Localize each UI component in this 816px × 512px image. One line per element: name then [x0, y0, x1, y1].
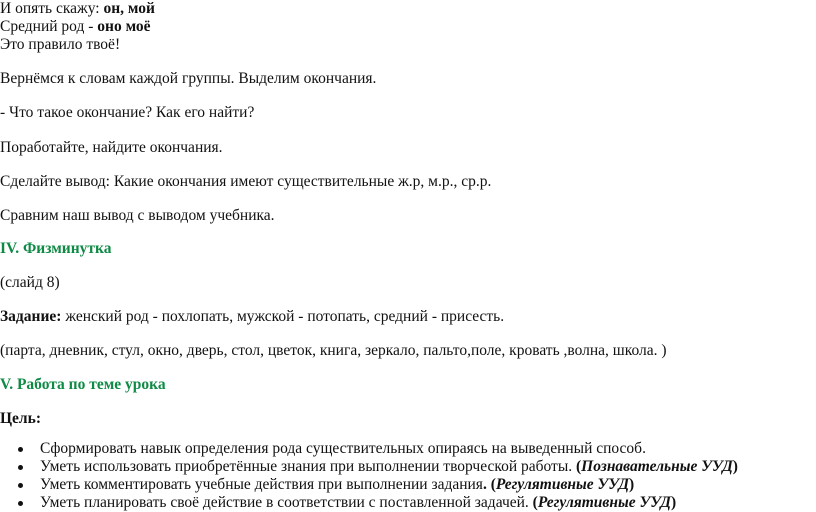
word-list: (парта, дневник, стул, окно, дверь, стол, цветок, книга, зеркало, пальто,поле, кровать ,волна, школа. ) [0, 342, 667, 359]
bullet-icon [18, 465, 23, 470]
task-label: Задание: [0, 308, 62, 325]
goal-tag-open: . ( [482, 476, 496, 493]
goal-item [0, 458, 738, 476]
task-text: женский род - похлопать, мужской - потопать, средний - присесть. [61, 308, 505, 325]
goal-tag-close: ) [629, 476, 635, 493]
paragraph-conclusion: Сделайте вывод: Какие окончания имеют существительные ж.р, м.р., ср.р. [0, 173, 492, 190]
paragraph-regroup: Вернёмся к словам каждой группы. Выделим окончания. [0, 70, 377, 87]
paragraph-question: - Что такое окончание? Как его найти? [0, 104, 255, 121]
task-line [0, 308, 504, 326]
poem-line-1-bold: он, мой [103, 0, 155, 17]
section-4-heading: IV. Физминутка [0, 240, 112, 257]
goal-text: Уметь использовать приобретённые знания при выполнении творческой работы. [40, 458, 576, 475]
goal-text: Сформировать навык определения рода существительных опираясь на выведенный способ. [40, 440, 646, 457]
poem-line-1-text: И опять скажу: [0, 0, 104, 17]
bullet-icon [18, 447, 23, 452]
bullet-icon [18, 483, 23, 488]
paragraph-work: Поработайте, найдите окончания. [0, 139, 223, 156]
goal-tag-close: ) [671, 494, 677, 511]
goal-tag-open: ( [576, 458, 582, 475]
poem-line-2 [0, 18, 151, 36]
goal-item [0, 476, 738, 494]
section-5-heading: V. Работа по теме урока [0, 376, 166, 393]
goal-text: Уметь планировать своё действие в соответствии с поставленной задачей. [40, 494, 533, 511]
goal-tag: Регулятивные УУД [495, 476, 630, 493]
goal-text: Уметь комментировать учебные действия при выполнении задания [40, 476, 483, 493]
goal-tag: Регулятивные УУД [537, 494, 672, 511]
poem-line-3: Это правило твоё! [0, 36, 121, 53]
bullet-icon [18, 501, 23, 506]
goal-tag-open: ( [532, 494, 538, 511]
goal-item [0, 494, 738, 512]
slide-reference: (слайд 8) [0, 274, 60, 291]
goal-item [0, 440, 738, 458]
poem-line-1 [0, 0, 155, 18]
goal-tag: Познавательные УУД [581, 458, 733, 475]
goal-label: Цель: [0, 410, 41, 427]
poem-line-2-bold: оно моё [97, 18, 151, 35]
poem-line-2-text: Средний род - [0, 18, 98, 35]
goal-tag-close: ) [732, 458, 738, 475]
paragraph-compare: Сравним наш вывод с выводом учебника. [0, 207, 275, 224]
goals-list [0, 440, 738, 512]
